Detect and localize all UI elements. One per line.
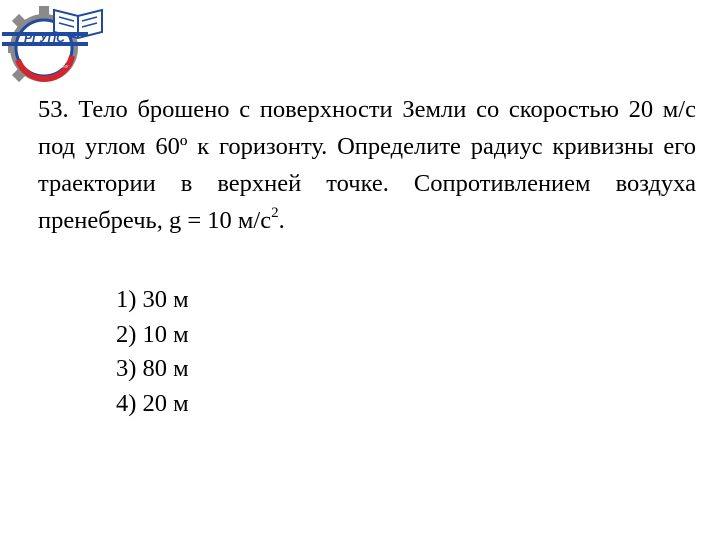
question-end: . — [278, 207, 285, 234]
university-logo — [2, 2, 106, 90]
answer-option-4[interactable]: 4) 20 м — [116, 389, 189, 417]
answer-options — [116, 283, 189, 421]
answer-option-3[interactable]: 3) 80 м — [116, 355, 189, 382]
logo-ring-text: РОСТОВ-НА-ДОНУ — [28, 64, 69, 69]
question-body: 53. Тело брошено с поверхности Земли со скоростью 20 м/с под углом 60º к горизонту. Определите радиус кривизны его траектории в верхней точке. Сопротивлением воздуха пренебречь, g = 10 м/с — [38, 96, 696, 234]
answer-option-1[interactable]: 1) 30 м — [116, 286, 189, 313]
question-text — [38, 91, 696, 239]
logo-text: РГУПС — [24, 31, 65, 45]
unit-exponent: 2 — [271, 205, 279, 221]
answer-option-2[interactable]: 2) 10 м — [116, 320, 189, 348]
